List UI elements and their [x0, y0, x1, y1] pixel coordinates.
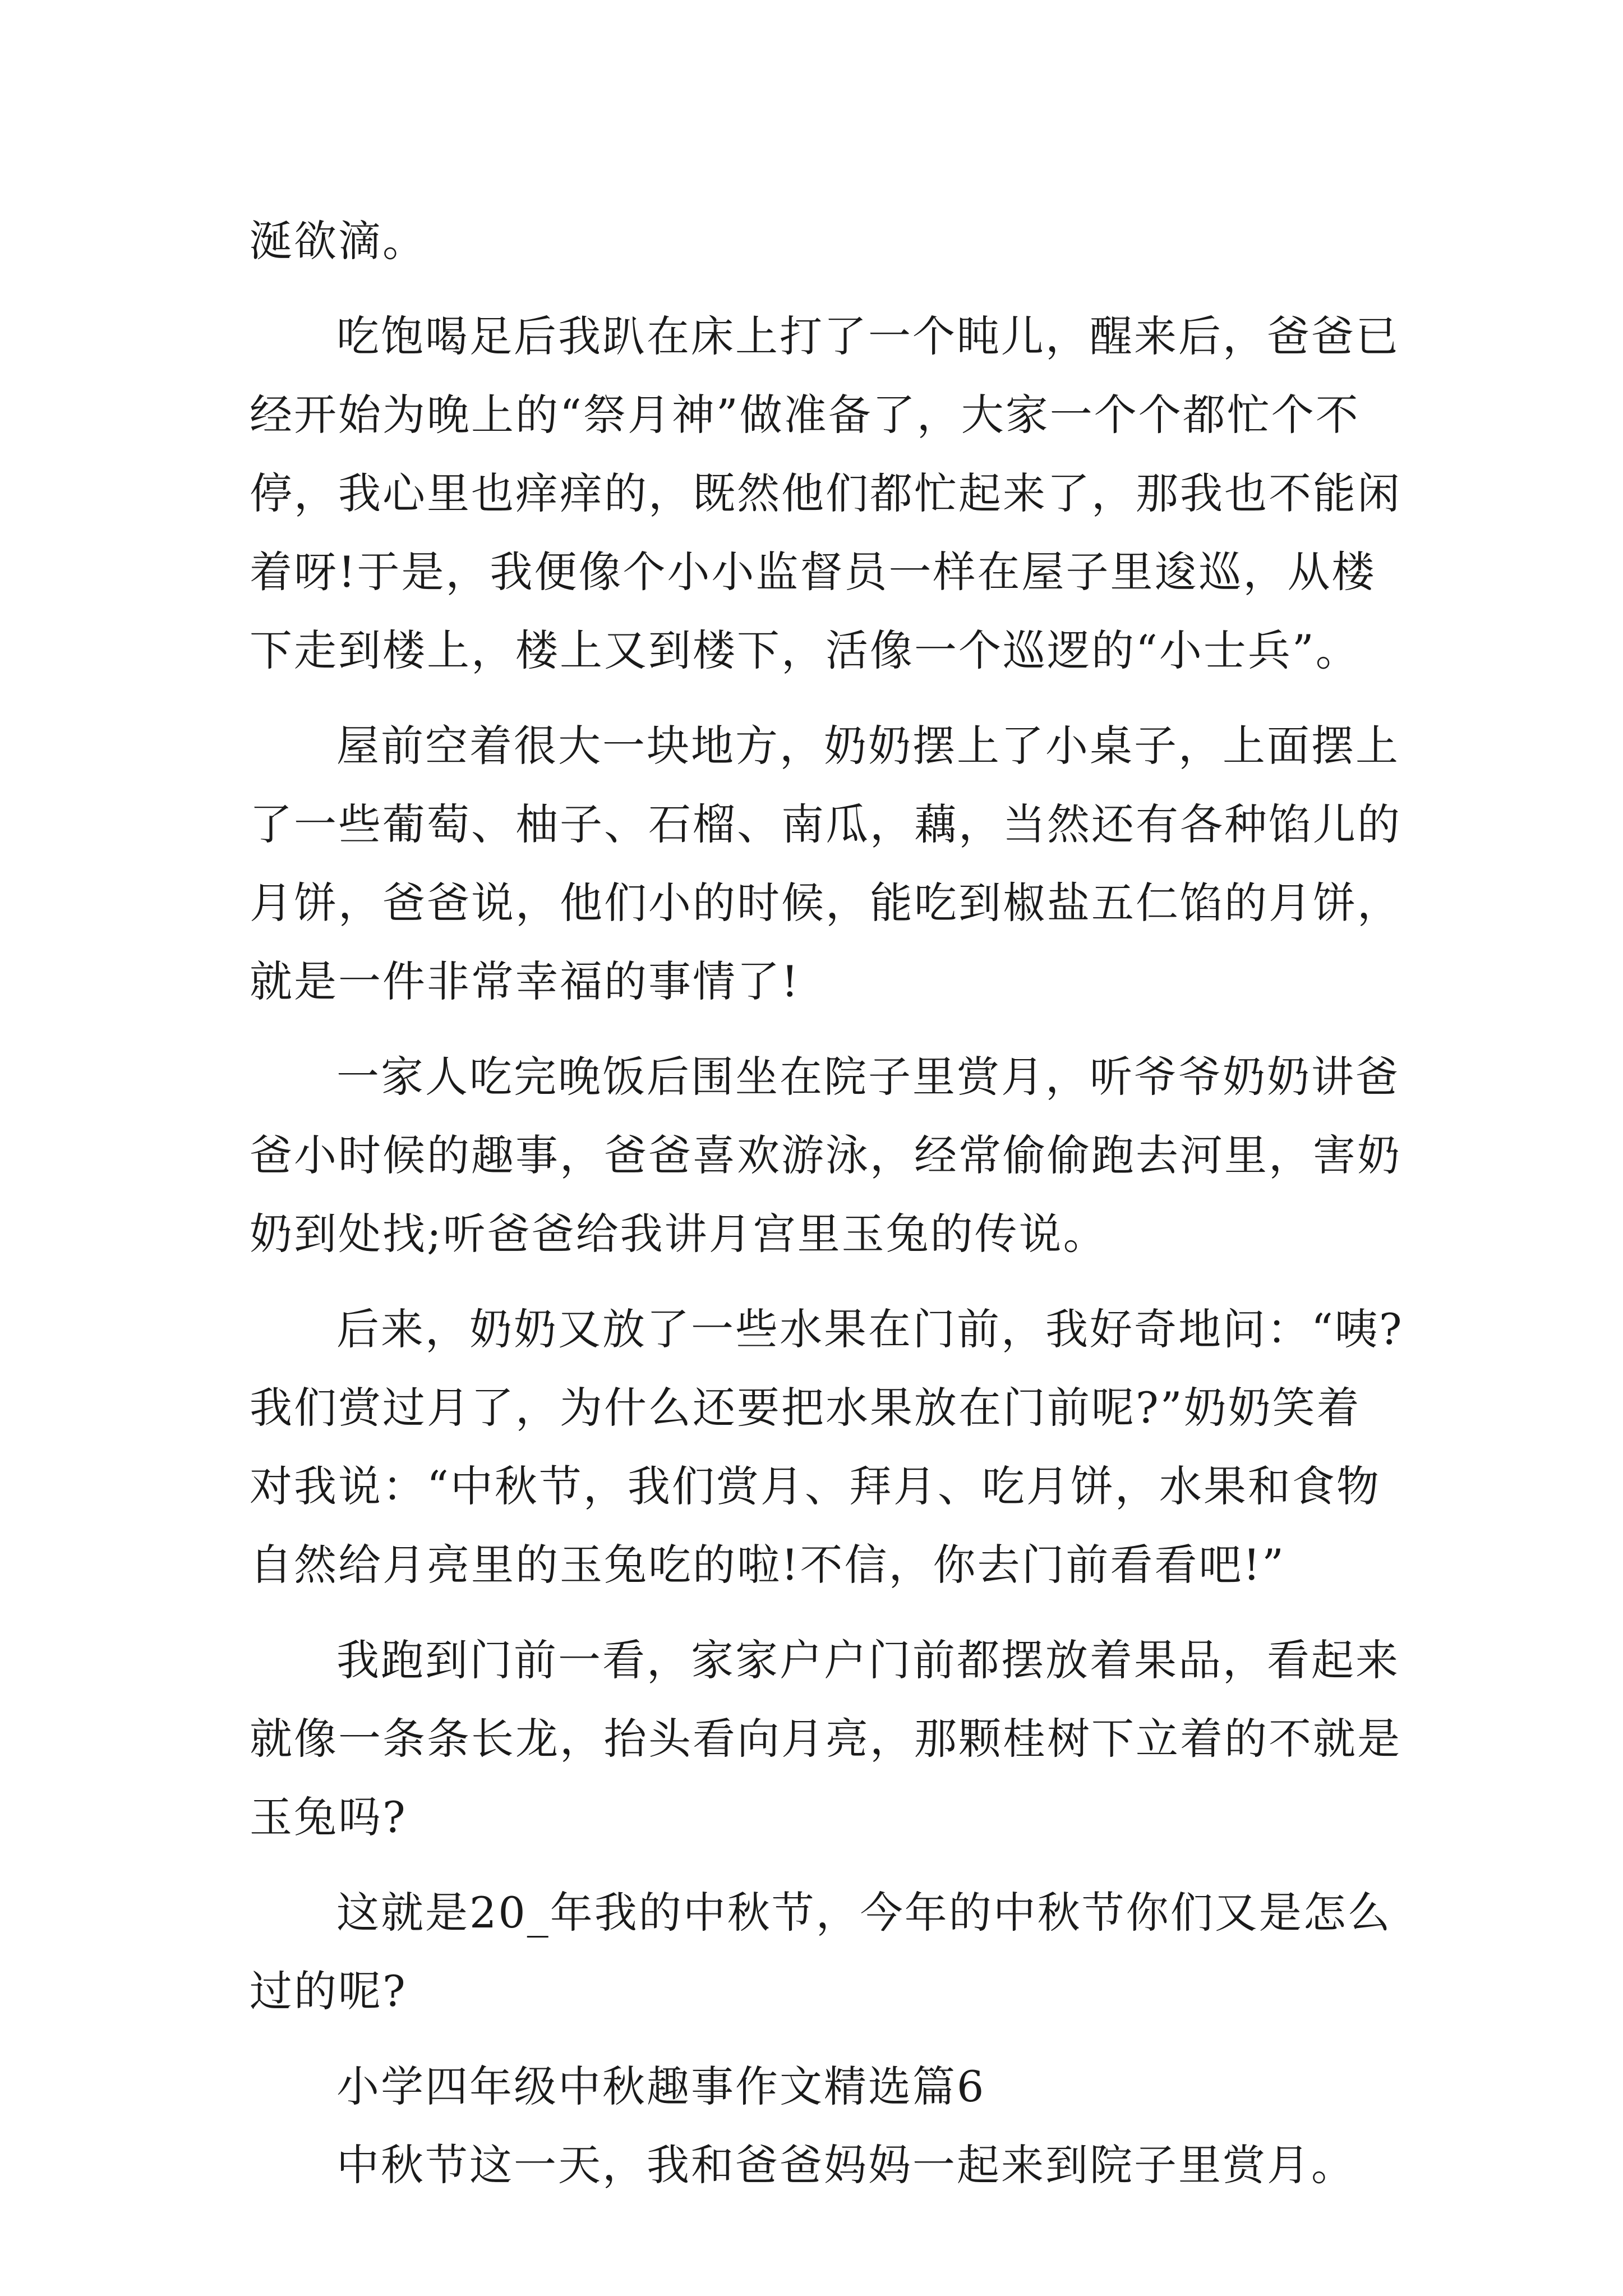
- paragraph-first-line: 吃饱喝足后我趴在床上打了一个盹儿，醒来后，爸爸已: [336, 311, 1400, 361]
- text-line: 着呀!于是，我便像个小小监督员一样在屋子里逡巡，从楼: [250, 547, 1376, 597]
- text-line: 了一些葡萄、柚子、石榴、南瓜，藕，当然还有各种馅儿的: [250, 799, 1401, 849]
- text-line: 下走到楼上，楼上又到楼下，活像一个巡逻的“小士兵”。: [250, 625, 1360, 675]
- text-line: 玉兔吗?: [250, 1792, 407, 1842]
- text-line: 经开始为晚上的“祭月神”做准备了，大家一个个都忙个不: [250, 390, 1360, 440]
- paragraph-first-line: 屋前空着很大一块地方，奶奶摆上了小桌子，上面摆上: [336, 721, 1400, 771]
- section-heading: 小学四年级中秋趣事作文精选篇6: [336, 2062, 986, 2111]
- text-line: 就像一条条长龙，抬头看向月亮，那颗桂树下立着的不就是: [250, 1714, 1401, 1764]
- text-line: 对我说：“中秋节，我们赏月、拜月、吃月饼，水果和食物: [250, 1461, 1381, 1511]
- text-line: 自然给月亮里的玉兔吃的啦!不信，你去门前看看吧!”: [250, 1540, 1285, 1590]
- text-line: 奶到处找;听爸爸给我讲月宫里玉兔的传说。: [250, 1209, 1108, 1259]
- text-line: 就是一件非常幸福的事情了!: [250, 956, 800, 1006]
- text-line: 停，我心里也痒痒的，既然他们都忙起来了，那我也不能闲: [250, 468, 1401, 518]
- text-line: 涎欲滴。: [250, 216, 427, 266]
- paragraph-first-line: 中秋节这一天，我和爸爸妈妈一起来到院子里赏月。: [336, 2140, 1355, 2190]
- paragraph-first-line: 这就是20_年我的中秋节，今年的中秋节你们又是怎么: [336, 1888, 1392, 1938]
- text-line: 我们赏过月了，为什么还要把水果放在门前呢?”奶奶笑着: [250, 1383, 1361, 1433]
- paragraph-first-line: 一家人吃完晚饭后围坐在院子里赏月，听爷爷奶奶讲爸: [336, 1052, 1400, 1102]
- paragraph-first-line: 后来，奶奶又放了一些水果在门前，我好奇地问：“咦?: [336, 1304, 1404, 1354]
- text-line: 过的呢?: [250, 1966, 407, 2016]
- text-line: 月饼，爸爸说，他们小的时候，能吃到椒盐五仁馅的月饼，: [250, 878, 1401, 928]
- paragraph-first-line: 我跑到门前一看，家家户户门前都摆放着果品，看起来: [336, 1635, 1400, 1685]
- article-body: [250, 202, 1404, 2205]
- text-line: 爸小时候的趣事，爸爸喜欢游泳，经常偷偷跑去河里，害奶: [250, 1130, 1401, 1180]
